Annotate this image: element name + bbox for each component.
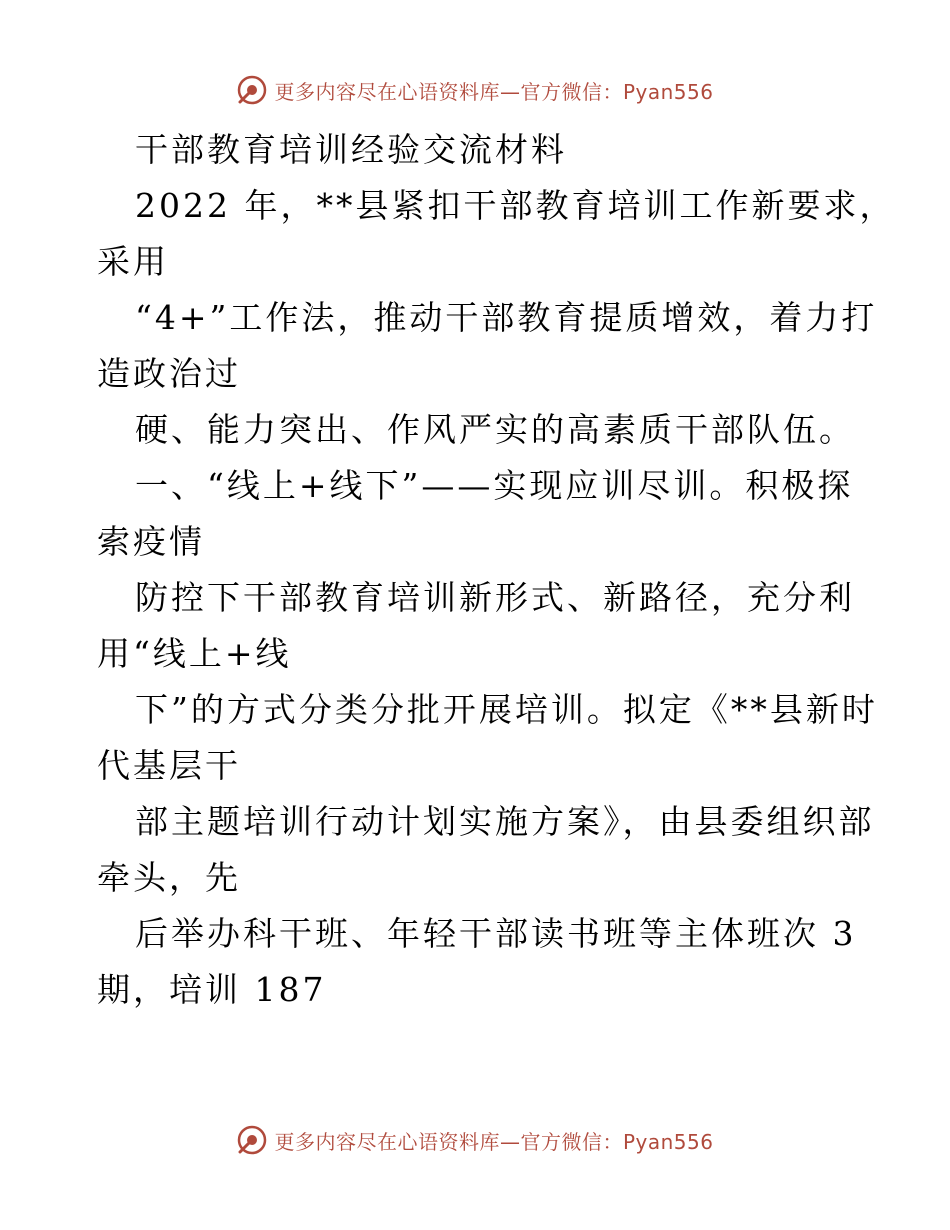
paragraph-line: 下”的方式分类分批开展培训。拟定《**县新时 [135, 690, 878, 729]
paragraph-line: 采用 [97, 242, 169, 281]
paragraph-line: 索疫情 [97, 522, 205, 561]
paragraph-line: 用“线上+线 [97, 634, 292, 673]
paragraph-line: 后举办科干班、年轻干部读书班等主体班次 3 [135, 914, 857, 953]
watermark-text: 更多内容尽在心语资料库—官方微信：Pyan556 [274, 1129, 714, 1154]
pen-logo-icon [236, 74, 268, 106]
paragraph-line: 部主题培训行动计划实施方案》，由县委组织部 [135, 802, 875, 841]
paragraph-line: 造政治过 [97, 354, 241, 393]
document-body [97, 122, 896, 1018]
section-heading-line: 一、“线上+线下”——实现应训尽训。积极探 [135, 466, 854, 505]
paragraph-line: 期，培训 187 [97, 970, 327, 1009]
watermark-text: 更多内容尽在心语资料库—官方微信：Pyan556 [274, 79, 714, 104]
paragraph-line: 2022 年，**县紧扣干部教育培训工作新要求， [135, 186, 896, 225]
paragraph-line: 防控下干部教育培训新形式、新路径，充分利 [135, 578, 855, 617]
paragraph-line: “4+”工作法，推动干部教育提质增效，着力打 [135, 298, 878, 337]
header-watermark-banner [0, 70, 950, 110]
footer-watermark-banner [0, 1120, 950, 1160]
paragraph-line: 代基层干 [97, 746, 241, 785]
paragraph-line: 牵头，先 [97, 858, 241, 897]
pen-logo-icon [236, 1124, 268, 1156]
paragraph-line: 硬、能力突出、作风严实的高素质干部队伍。 [135, 410, 855, 449]
document-title: 干部教育培训经验交流材料 [135, 130, 567, 169]
